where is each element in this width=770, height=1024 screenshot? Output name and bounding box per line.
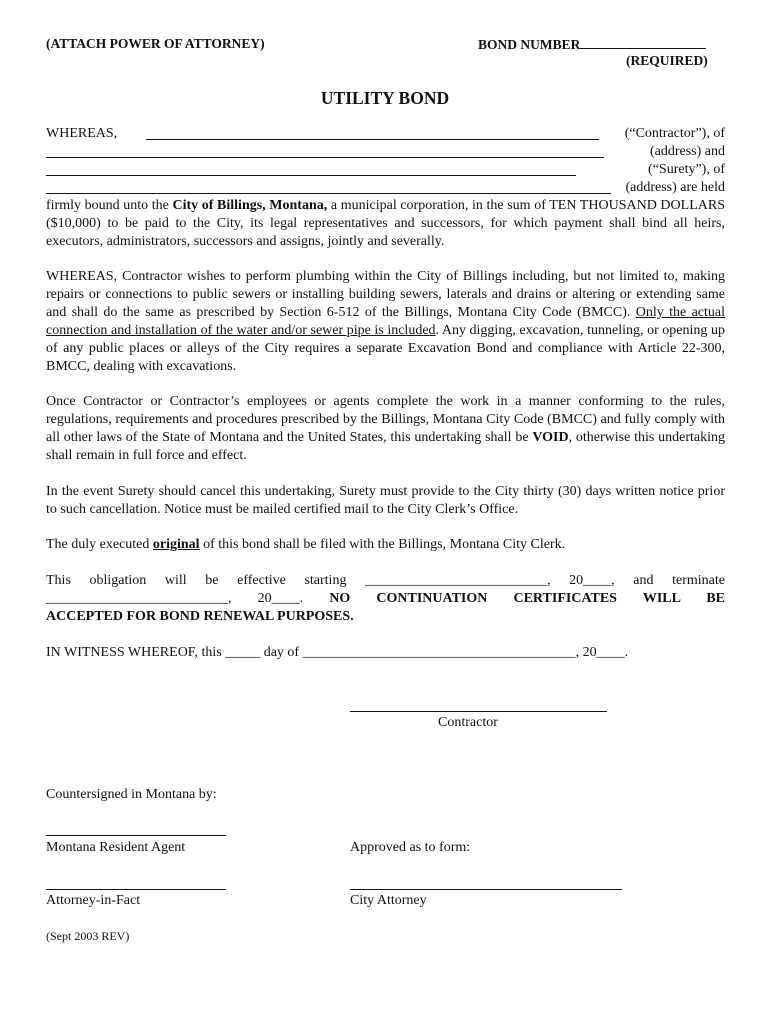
- resident-agent-label: Montana Resident Agent: [46, 840, 186, 855]
- attorney-in-fact-signature-line[interactable]: [46, 889, 226, 890]
- approved-as-to-form-label: Approved as to form:: [350, 840, 471, 855]
- attorney-in-fact-label: Attorney-in-Fact: [46, 893, 141, 908]
- cancellation-paragraph: In the event Surety should cancel this undertaking, Surety must provide to the City thirty (30) days written notice prior to such cancellation. Notice must be mailed certified mail to the City Clerk’s Office.: [46, 484, 725, 517]
- obligation-text-start: firmly bound unto the: [46, 198, 173, 213]
- surety-line: [46, 161, 725, 179]
- filing-paragraph: [46, 536, 725, 554]
- bond-number-blank[interactable]: [580, 36, 706, 49]
- void-condition-paragraph: [46, 393, 725, 465]
- void-text-end: , otherwise this undertaking shall remain in full force and effect.: [46, 430, 725, 463]
- address-held-label: (address) are held: [625, 180, 725, 195]
- filing-text-end: of this bond shall be filed with the Billings, Montana City Clerk.: [199, 537, 566, 552]
- city-attorney-signature-line[interactable]: [350, 889, 622, 890]
- termination-date-text: __________________________, 20____.: [46, 591, 304, 606]
- form-title: UTILITY BOND: [320, 88, 450, 108]
- bond-number-label: BOND NUMBER: [478, 37, 581, 52]
- contractor-signature-label: Contractor: [438, 715, 498, 730]
- bond-obligation-paragraph: [46, 197, 725, 251]
- bond-number-field: [478, 36, 706, 53]
- scope-limitation-text: Only the actual connection and installation of the water and/or sewer pipe is included: [46, 305, 725, 338]
- filing-text-start: The duly executed: [46, 537, 153, 552]
- effective-dates-line-2: [46, 590, 725, 608]
- surety-of-label: (“Surety”), of: [648, 162, 725, 177]
- contractor-name-blank[interactable]: [146, 139, 599, 140]
- contractor-line: [46, 125, 725, 143]
- original-keyword: original: [152, 537, 200, 552]
- witness-line: IN WITNESS WHEREOF, this _____ day of _______________________________________, 20____.: [46, 645, 629, 660]
- attach-power-of-attorney-note: (ATTACH POWER OF ATTORNEY): [46, 36, 265, 51]
- scope-text-start: WHEREAS, Contractor wishes to perform plumbing within the City of Billings including, but not limited to, making repairs or connections to public sewers or installing building sewers, laterals and drains or altering or extending same and shall do the same as prescribed by Section 6-512 of the Billings, Montana City Code (BMCC).: [46, 269, 725, 320]
- scope-text-end: . Any digging, excavation, tunneling, or opening up of any public places or alleys of the City requires a separate Excavation Bond and compliance with Article 22-300, BMCC, dealing with excavations.: [46, 323, 725, 374]
- void-keyword: VOID: [532, 430, 569, 445]
- effective-dates-line-1: This obligation will be effective starting __________________________, 20____, and terminate: [46, 573, 725, 588]
- obligation-text-end: a municipal corporation, in the sum of TEN THOUSAND DOLLARS ($10,000) to be paid to the City, its legal representatives and successors, for which payment shall bind all heirs, executors, administrators, successors and assigns, jointly and severally.: [46, 198, 725, 249]
- whereas-label: WHEREAS,: [46, 126, 118, 141]
- countersigned-label: Countersigned in Montana by:: [46, 787, 217, 802]
- surety-address-line: [46, 179, 725, 197]
- no-continuation-notice: NO CONTINUATION CERTIFICATES WILL BE: [329, 591, 725, 606]
- resident-agent-signature-line[interactable]: [46, 835, 226, 836]
- surety-name-blank[interactable]: [46, 175, 576, 176]
- required-note: (REQUIRED): [626, 53, 708, 68]
- contractor-address-line: [46, 143, 725, 161]
- scope-paragraph: [46, 268, 725, 376]
- renewal-notice: ACCEPTED FOR BOND RENEWAL PURPOSES.: [46, 609, 354, 624]
- revision-note: (Sept 2003 REV): [46, 929, 130, 943]
- void-text-start: Once Contractor or Contractor’s employees or agents complete the work in a manner conforming to the rules, regulations, requirements and procedures prescribed by the Billings, Montana City Code (BMCC) and fully comply with all other laws of the State of Montana and the United States, this undertaking shall be: [46, 394, 725, 445]
- contractor-address-blank[interactable]: [46, 157, 604, 158]
- contractor-of-label: (“Contractor”), of: [624, 126, 725, 141]
- city-attorney-label: City Attorney: [350, 893, 427, 908]
- city-name: City of Billings, Montana,: [172, 198, 328, 213]
- surety-address-blank[interactable]: [46, 193, 611, 194]
- contractor-signature-line[interactable]: [350, 711, 607, 712]
- address-and-label: (address) and: [649, 144, 725, 159]
